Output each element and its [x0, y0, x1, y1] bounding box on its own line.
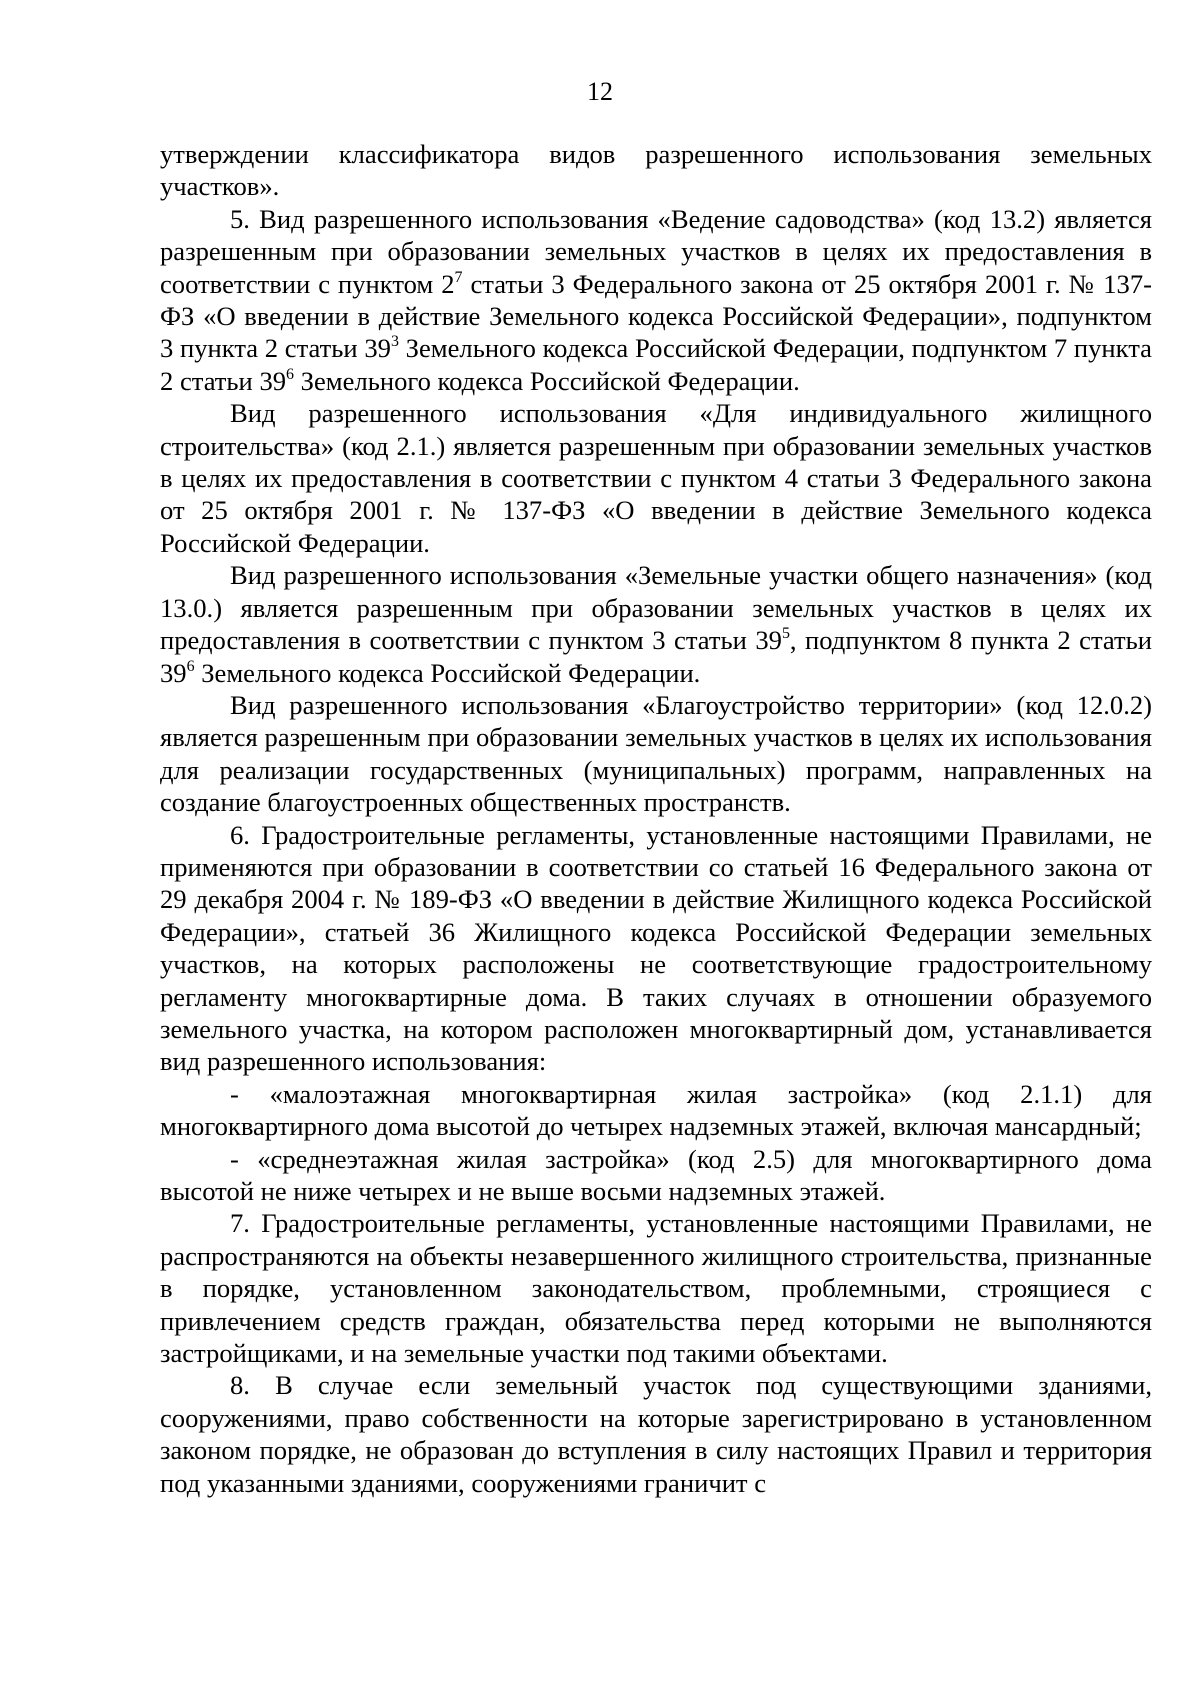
paragraph: [160, 559, 1152, 689]
text-run: Земельного кодекса Российской Федерации.: [194, 657, 701, 688]
paragraph: [160, 1207, 1152, 1369]
paragraph: [160, 203, 1152, 397]
text-run: - «малоэтажная многоквартирная жилая застройка» (код 2.1.1) для многоквартирного дома высотой до четырех надземных этажей, включая мансардный;: [160, 1078, 1152, 1142]
paragraph: [160, 1369, 1152, 1499]
text-run: , подпунктом 8 пункта 2 статьи 39: [160, 625, 1152, 688]
superscript: 6: [186, 657, 195, 675]
text-run: Вид разрешенного использования «Земельные участки общего назначения» (код 13.0.) является разрешенным при образовании земельных участков в целях их предоставления в соответствии с пунктом 3 статьи 39: [160, 560, 1152, 656]
paragraph: [160, 689, 1152, 819]
text-run: Вид разрешенного использования «Благоустройство территории» (код 12.0.2) является разрешенным при образовании земельных участков в целях их использования для реализации государственных (муниципальных) программ, направленных на создание благоустроенных общественных пространств.: [160, 689, 1152, 818]
text-run: Земельного кодекса Российской Федерации.: [294, 365, 800, 396]
superscript: 5: [781, 624, 790, 642]
text-run: Вид разрешенного использования «Для индивидуального жилищного строительства» (код 2.1.) является разрешенным при образовании земельных участков в целях их предоставления в соответствии с пунктом 4 статьи 3 Федерального закона от 25 октября 2001 г. № 137-ФЗ «О введении в действие Земельного кодекса Российской Федерации.: [160, 398, 1152, 558]
document-body: [160, 138, 1152, 1499]
paragraph: [160, 1078, 1152, 1143]
superscript: 7: [454, 268, 463, 286]
superscript: 3: [390, 333, 399, 351]
page-number: 12: [587, 77, 613, 106]
paragraph: [160, 138, 1152, 203]
text-run: 8. В случае если земельный участок под существующими зданиями, сооружениями, право собственности на которые зарегистрировано в установленном законом порядке, не образован до вступления в силу настоящих Правил и территория под указанными зданиями, сооружениями граничит с: [160, 1370, 1152, 1498]
paragraph: [160, 1143, 1152, 1208]
text-run: - «среднеэтажная жилая застройка» (код 2.5) для многоквартирного дома высотой не ниже четырех и не выше восьми надземных этажей.: [160, 1143, 1152, 1206]
text-run: 6. Градостроительные регламенты, установленные настоящими Правилами, не применяются при образовании в соответствии со статьей 16 Федерального закона от 29 декабря 2004 г. № 189-ФЗ «О введении в действие Жилищного кодекса Российской Федерации», статьей 36 Жилищного кодекса Российской Федерации земельных участков, на которых расположены не соответствующие градостроительному регламенту многоквартирные дома. В таких случаях в отношении образуемого земельного участка, на котором расположен многоквартирный дом, устанавливается вид разрешенного использования:: [160, 819, 1152, 1077]
text-run: утверждении классификатора видов разрешенного использования земельных участков».: [160, 139, 1152, 202]
text-run: Земельного кодекса Российской Федерации, подпунктом 7 пункта 2 статьи 39: [160, 333, 1152, 396]
text-run: 5. Вид разрешенного использования «Ведение садоводства» (код 13.2) является разрешенным при образовании земельных участков в целях их предоставления в соответствии с пунктом 2: [160, 203, 1152, 299]
text-run: 7. Градостроительные регламенты, установленные настоящими Правилами, не распространяются на объекты незавершенного жилищного строительства, признанные в порядке, установленном законодательством, проблемными, строящиеся с привлечением средств граждан, обязательства перед которыми не выполняются застройщиками, и на земельные участки под такими объектами.: [160, 1208, 1152, 1369]
paragraph: [160, 397, 1152, 559]
paragraph: [160, 819, 1152, 1078]
text-run: статьи 3 Федерального закона от 25 октября 2001 г. № 137-ФЗ «О введении в действие Земельного кодекса Российской Федерации», подпунктом 3 пункта 2 статьи 39: [160, 268, 1153, 364]
superscript: 6: [286, 365, 295, 383]
